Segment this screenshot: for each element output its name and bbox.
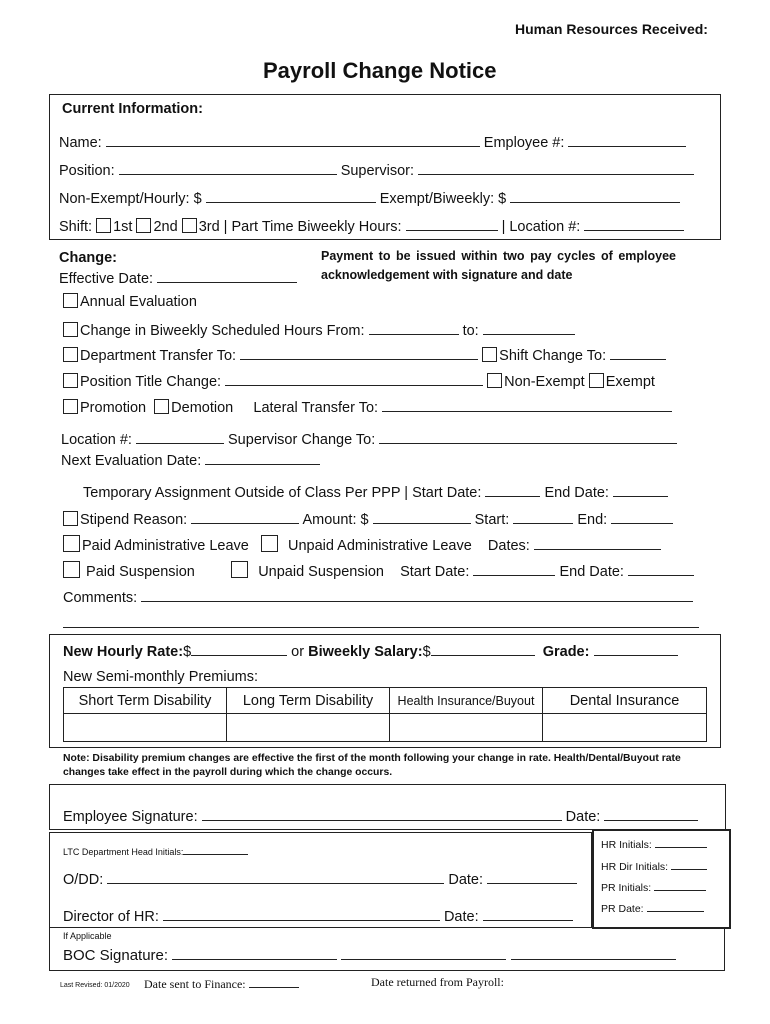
rate-row <box>63 640 678 660</box>
lateral-transfer-label: Lateral Transfer To: <box>253 400 379 416</box>
director-hr-signature-field[interactable] <box>163 905 440 921</box>
biweekly-salary-field[interactable] <box>431 640 535 656</box>
ltc-head-row <box>63 845 248 857</box>
shift-2-label: 2nd <box>153 219 178 235</box>
change-heading: Change: <box>59 250 117 266</box>
employee-signature-row <box>63 805 698 825</box>
stipend-checkbox[interactable] <box>63 511 78 526</box>
employee-signature-field[interactable] <box>202 805 562 821</box>
boc-signature-field-1[interactable] <box>172 944 337 960</box>
promotion-label: Promotion <box>80 400 147 416</box>
annual-eval-label: Annual Evaluation <box>80 294 197 310</box>
annual-eval-checkbox[interactable] <box>63 293 78 308</box>
admin-leave-row <box>63 534 661 554</box>
temp-end-label: End Date: <box>544 485 609 501</box>
employee-date-label: Date: <box>565 809 601 825</box>
location-change-field[interactable] <box>136 428 224 444</box>
hr-dir-initials-label: HR Dir Initials: <box>601 861 669 873</box>
premium-header-std: Short Term Disability <box>64 688 227 714</box>
hours-change-checkbox[interactable] <box>63 322 78 337</box>
exempt-field[interactable] <box>510 187 680 203</box>
premium-header-dental: Dental Insurance <box>543 688 707 714</box>
position-title-row <box>63 370 655 390</box>
paid-suspension-checkbox[interactable] <box>63 561 80 578</box>
location-field[interactable] <box>584 215 684 231</box>
location-label: | Location #: <box>501 219 581 235</box>
supervisor-label: Supervisor: <box>340 163 415 179</box>
page-title: Payroll Change Notice <box>263 58 497 83</box>
odd-signature-field[interactable] <box>107 868 444 884</box>
if-applicable-label: If Applicable <box>63 931 112 941</box>
date-sent-label: Date sent to Finance: <box>144 977 246 991</box>
hr-initials-field[interactable] <box>655 838 707 848</box>
hours-to-label: to: <box>462 323 479 339</box>
employee-number-label: Employee #: <box>483 135 565 151</box>
exempt-label: Exempt <box>605 374 655 390</box>
next-eval-field[interactable] <box>205 449 320 465</box>
non-exempt-label: Non-Exempt <box>504 374 585 390</box>
unpaid-suspension-checkbox[interactable] <box>231 561 248 578</box>
premium-cell-std[interactable] <box>64 714 227 742</box>
odd-row <box>63 868 577 888</box>
hours-to-field[interactable] <box>483 319 575 335</box>
shift-change-label: Shift Change To: <box>499 348 607 364</box>
shift-change-field[interactable] <box>610 344 666 360</box>
stipend-start-label: Start: <box>474 512 510 528</box>
pr-date-label: PR Date: <box>601 903 644 915</box>
pay-type-row <box>59 187 680 207</box>
location-change-label: Location #: <box>61 432 132 448</box>
stipend-reason-label: Stipend Reason: <box>80 512 188 528</box>
position-row <box>59 159 694 179</box>
hourly-rate-label: New Hourly Rate: <box>63 644 184 660</box>
premiums-table <box>63 687 707 742</box>
hr-initials-row <box>601 838 707 851</box>
payment-note: Payment to be issued within two pay cycles of employee acknowledgement with signature and date <box>321 249 676 282</box>
comments-field[interactable] <box>141 586 693 602</box>
biweekly-salary-label: Biweekly Salary: <box>308 644 423 660</box>
promotion-checkbox[interactable] <box>63 399 78 414</box>
premium-cell-dental[interactable] <box>543 714 707 742</box>
name-label: Name: <box>59 135 102 151</box>
stipend-end-label: End: <box>577 512 608 528</box>
shift-3-checkbox[interactable] <box>182 218 197 233</box>
shift-change-checkbox[interactable] <box>482 347 497 362</box>
ltc-head-label: LTC Department Head Initials: <box>63 847 184 857</box>
nonexempt-field[interactable] <box>206 187 376 203</box>
boc-signature-field-2[interactable] <box>341 944 506 960</box>
suspension-end-field[interactable] <box>628 560 694 576</box>
shift-row <box>59 215 684 235</box>
shift-1-label: 1st <box>113 219 133 235</box>
annual-eval-row <box>63 293 197 310</box>
temp-assignment-row <box>83 481 668 501</box>
hr-dir-initials-field[interactable] <box>671 860 707 870</box>
next-eval-row <box>61 449 320 469</box>
hours-change-row <box>63 319 575 339</box>
location-change-row <box>61 428 677 448</box>
date-sent-field[interactable] <box>249 977 299 988</box>
pr-date-row <box>601 902 704 915</box>
temp-start-field[interactable] <box>485 481 540 497</box>
pr-date-field[interactable] <box>647 902 704 912</box>
employee-date-field[interactable] <box>604 805 698 821</box>
last-revised: Last Revised: 01/2020 <box>60 982 130 989</box>
next-eval-label: Next Evaluation Date: <box>61 453 202 469</box>
demotion-checkbox[interactable] <box>154 399 169 414</box>
paid-suspension-label: Paid Suspension <box>86 564 195 580</box>
premium-header-ltd: Long Term Disability <box>227 688 390 714</box>
stipend-amount-field[interactable] <box>373 508 471 524</box>
odd-date-field[interactable] <box>487 868 577 884</box>
boc-signature-field-3[interactable] <box>511 944 676 960</box>
effective-date-field[interactable] <box>157 267 297 283</box>
pr-initials-field[interactable] <box>654 881 706 891</box>
exempt-label: Exempt/Biweekly: $ <box>379 191 507 207</box>
hours-from-label: Change in Biweekly Scheduled Hours From: <box>80 323 365 339</box>
odd-label: O/DD: <box>63 872 104 888</box>
dept-transfer-field[interactable] <box>240 344 478 360</box>
hourly-rate-dollar: $ <box>183 644 192 660</box>
name-row <box>59 131 686 151</box>
shift-2-checkbox[interactable] <box>136 218 151 233</box>
premium-header-health: Health Insurance/Buyout <box>390 688 543 714</box>
ltc-head-field[interactable] <box>183 845 248 855</box>
premium-cell-ltd[interactable] <box>227 714 390 742</box>
director-hr-date-field[interactable] <box>483 905 573 921</box>
effective-date-label: Effective Date: <box>59 271 154 287</box>
shift-label: Shift: <box>59 219 93 235</box>
pr-initials-label: PR Initials: <box>601 882 652 894</box>
date-sent-row <box>144 977 299 992</box>
unpaid-admin-leave-checkbox[interactable] <box>261 535 278 552</box>
position-label: Position: <box>59 163 115 179</box>
part-time-hours-label: 3rd | Part Time Biweekly Hours: <box>198 219 402 235</box>
stipend-start-field[interactable] <box>513 508 573 524</box>
leave-dates-field[interactable] <box>534 534 661 550</box>
current-info-heading: Current Information: <box>62 101 203 117</box>
director-hr-date-label: Date: <box>443 909 479 925</box>
hr-received-label: Human Resources Received: <box>515 21 708 37</box>
boc-row <box>63 944 676 964</box>
comments-label: Comments: <box>63 590 138 606</box>
dept-transfer-label: Department Transfer To: <box>80 348 237 364</box>
name-field[interactable] <box>106 131 480 147</box>
comments-field-line-2[interactable] <box>63 612 699 628</box>
comments-row <box>63 586 693 606</box>
suspension-end-label: End Date: <box>559 564 624 580</box>
temp-assignment-label: Temporary Assignment Outside of Class Per PPP | Start Date: <box>83 485 482 501</box>
part-time-hours-field[interactable] <box>406 215 498 231</box>
nonexempt-label: Non-Exempt/Hourly: $ <box>59 191 202 207</box>
biweekly-salary-dollar: $ <box>422 644 431 660</box>
dept-transfer-checkbox[interactable] <box>63 347 78 362</box>
position-field[interactable] <box>119 159 337 175</box>
disability-note: Note: Disability premium changes are effective the first of the month following your change in rate. Health/Dental/Buyout rate changes take effect in the payroll during which the change occurs. <box>63 753 681 778</box>
position-title-checkbox[interactable] <box>63 373 78 388</box>
pr-initials-row <box>601 881 706 894</box>
lateral-transfer-field[interactable] <box>382 396 672 412</box>
suspension-start-field[interactable] <box>473 560 555 576</box>
supervisor-change-label: Supervisor Change To: <box>228 432 376 448</box>
date-returned-label: Date returned from Payroll: <box>371 975 504 989</box>
supervisor-change-field[interactable] <box>379 428 677 444</box>
employee-signature-label: Employee Signature: <box>63 809 198 825</box>
hr-dir-initials-row <box>601 860 707 873</box>
exempt-checkbox[interactable] <box>589 373 604 388</box>
grade-field[interactable] <box>594 640 678 656</box>
temp-end-field[interactable] <box>613 481 668 497</box>
leave-dates-label: Dates: <box>487 538 530 554</box>
suspension-start-label: Start Date: <box>400 564 470 580</box>
dept-transfer-row <box>63 344 666 364</box>
shift-1-checkbox[interactable] <box>96 218 111 233</box>
odd-date-label: Date: <box>448 872 484 888</box>
supervisor-field[interactable] <box>418 159 694 175</box>
promotion-row <box>63 396 672 416</box>
hours-from-field[interactable] <box>369 319 459 335</box>
stipend-row <box>63 508 673 528</box>
hourly-rate-field[interactable] <box>191 640 287 656</box>
unpaid-admin-leave-label: Unpaid Administrative Leave <box>288 538 472 554</box>
position-title-label: Position Title Change: <box>80 374 222 390</box>
effective-date-row <box>59 267 297 287</box>
demotion-label: Demotion <box>171 400 234 416</box>
stipend-amount-label: Amount: $ <box>302 512 369 528</box>
position-title-field[interactable] <box>225 370 483 386</box>
director-hr-row <box>63 905 573 925</box>
hr-initials-label: HR Initials: <box>601 839 652 851</box>
employee-number-field[interactable] <box>568 131 686 147</box>
premium-cell-health[interactable] <box>390 714 543 742</box>
suspension-row <box>63 560 694 580</box>
boc-signature-label: BOC Signature: <box>63 947 169 964</box>
or-label: or <box>291 644 305 660</box>
non-exempt-checkbox[interactable] <box>487 373 502 388</box>
unpaid-suspension-label: Unpaid Suspension <box>258 564 384 580</box>
director-hr-label: Director of HR: <box>63 909 159 925</box>
premiums-label: New Semi-monthly Premiums: <box>63 669 258 685</box>
stipend-end-field[interactable] <box>611 508 673 524</box>
grade-label: Grade: <box>542 644 590 660</box>
paid-admin-leave-checkbox[interactable] <box>63 535 80 552</box>
stipend-reason-field[interactable] <box>191 508 299 524</box>
paid-admin-leave-label: Paid Administrative Leave <box>82 538 249 554</box>
